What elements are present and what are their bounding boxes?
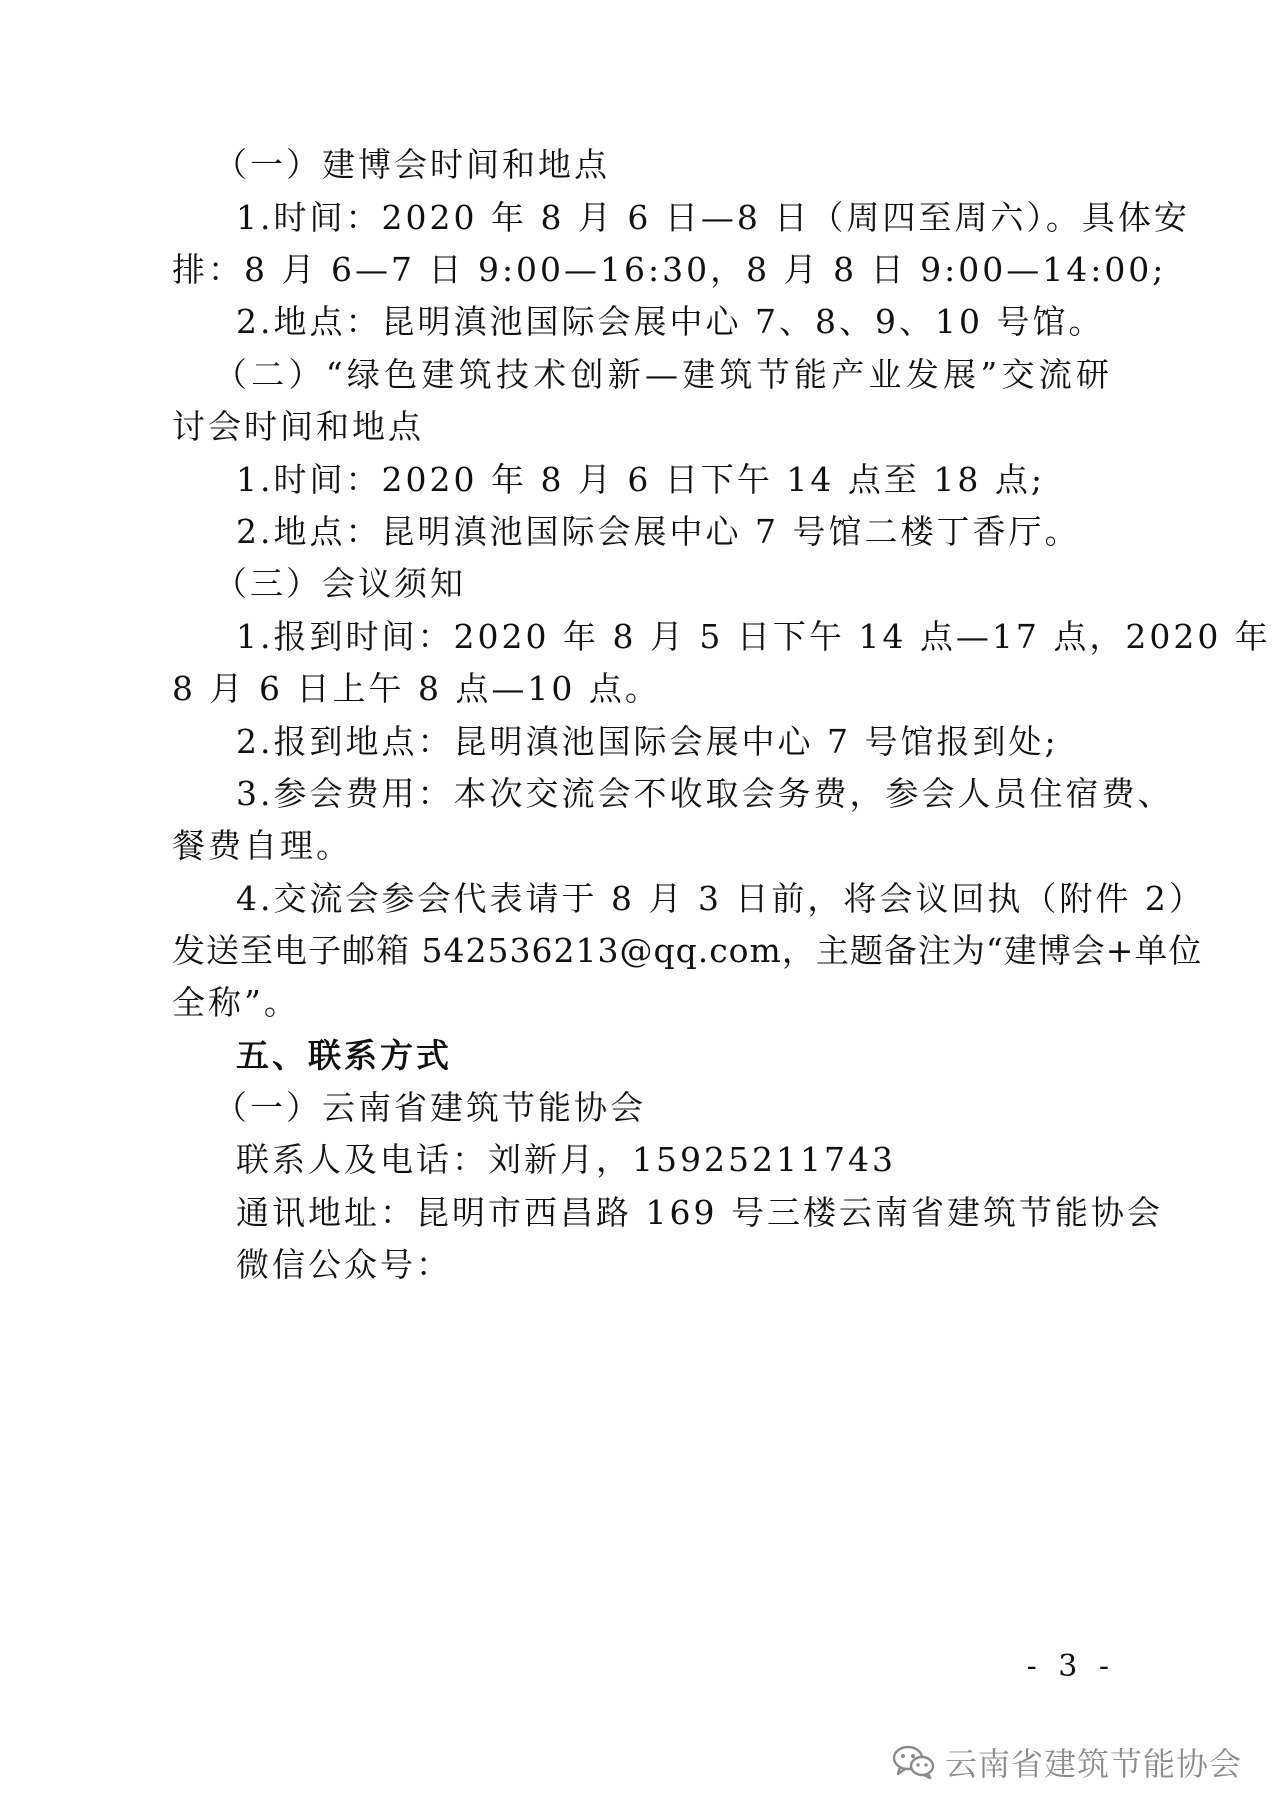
contact-section-heading: 五、联系方式 — [236, 1036, 452, 1075]
contact-address: 通讯地址：昆明市西昌路 169 号三楼云南省建筑节能协会 — [236, 1193, 1163, 1232]
section-heading-meeting-notes: （三）会议须知 — [214, 564, 466, 603]
submission-line-3: 全称”。 — [172, 983, 300, 1022]
section-heading-seminar-line-2: 讨会时间和地点 — [172, 407, 424, 446]
seminar-place-line: 2.地点：昆明滇池国际会展中心 7 号馆二楼丁香厅。 — [236, 512, 1081, 551]
contact-person-phone: 联系人及电话：刘新月，15925211743 — [236, 1140, 896, 1179]
fee-line-2: 餐费自理。 — [172, 826, 352, 865]
contact-subheading-association: （一）云南省建筑节能协会 — [214, 1088, 646, 1127]
wechat-icon — [891, 1744, 935, 1780]
submission-line-1: 4.交流会参会代表请于 8 月 3 日前，将会议回执（附件 2） — [236, 879, 1205, 918]
wechat-watermark — [891, 1738, 1242, 1786]
registration-time-line-2: 8 月 6 日上午 8 点—10 点。 — [172, 669, 661, 708]
expo-time-line-2: 排：8 月 6—7 日 9:00—16:30，8 月 8 日 9:00—14:00; — [172, 250, 1167, 289]
page-number: - 3 - — [1026, 1649, 1115, 1684]
expo-place-line: 2.地点：昆明滇池国际会展中心 7、8、9、10 号馆。 — [236, 302, 1105, 341]
fee-line-1: 3.参会费用：本次交流会不收取会务费，参会人员住宿费、 — [236, 774, 1174, 813]
section-heading-expo-time-place: （一）建博会时间和地点 — [214, 145, 610, 184]
seminar-time-line: 1.时间：2020 年 8 月 6 日下午 14 点至 18 点; — [236, 460, 1045, 499]
watermark-text: 云南省建筑节能协会 — [944, 1745, 1242, 1783]
submission-line-2-email: 发送至电子邮箱 542536213@qq.com，主题备注为“建博会+单位 — [172, 931, 1203, 970]
section-heading-seminar-line-1: （二）“绿色建筑技术创新—建筑节能产业发展”交流研 — [214, 355, 1112, 394]
wechat-account-label: 微信公众号： — [236, 1245, 452, 1284]
registration-place-line: 2.报到地点：昆明滇池国际会展中心 7 号馆报到处; — [236, 722, 1059, 761]
registration-time-line-1: 1.报到时间：2020 年 8 月 5 日下午 14 点—17 点，2020 年 — [236, 617, 1271, 656]
expo-time-line-1: 1.时间：2020 年 8 月 6 日—8 日（周四至周六）。具体安 — [236, 198, 1190, 237]
